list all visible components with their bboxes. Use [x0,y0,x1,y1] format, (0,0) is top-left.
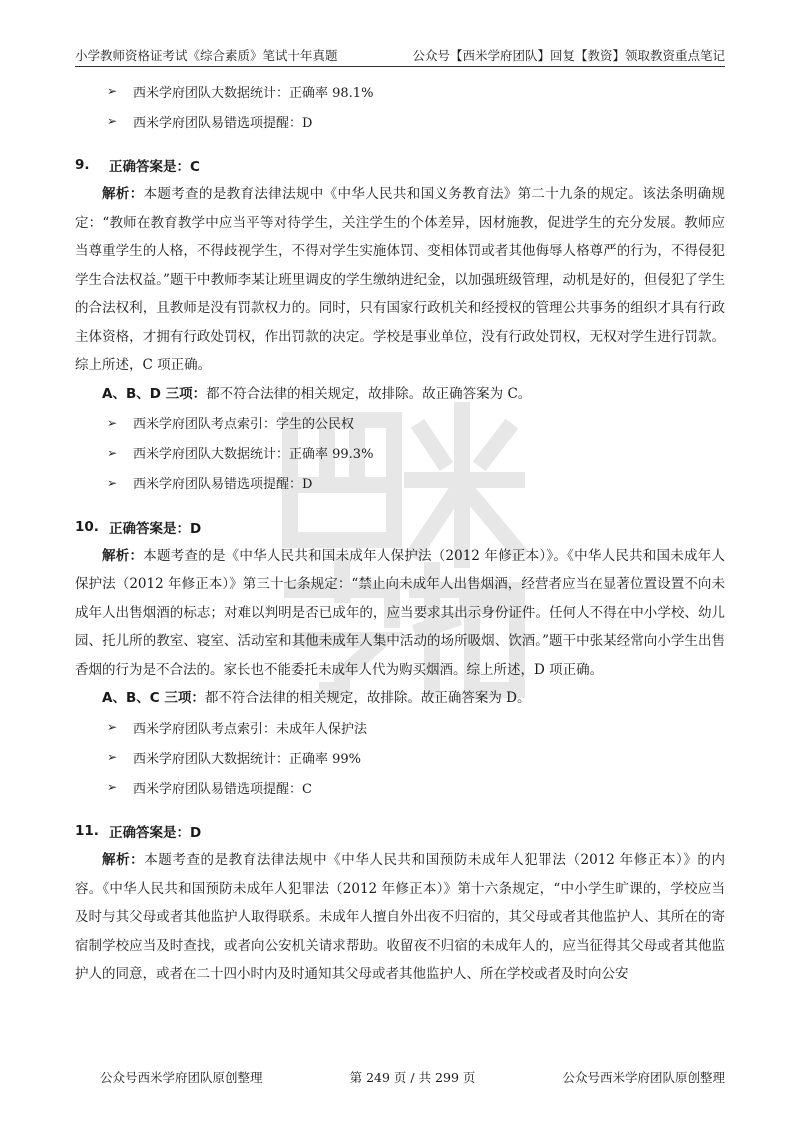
question-number: 11. [75,823,99,839]
arrow-bullet-icon: ➢ [107,780,118,794]
analysis-text: 本题考查的是《中华人民共和国未成年人保护法（2012 年修正本）》。《中华人民共和国未成年人保护法（2012 年修正本）》第三十七条规定：“禁止向未成年人出售烟酒，经营者应当在显著位置设置不向未成年人出售烟酒的标志；对难以判明是否已成年的，应当要求其出示身份证件。任何人不得在中小学校、幼儿园、托儿所的教室、寝室、活动室和其他未成年人集中活动的场所吸烟、饮酒。”题干中张某经常向小学生出售香烟的行为是不合法的。家长也不能委托未成年人代为购买烟酒。综上所述，D 项正确。 [75,547,726,678]
list-item [75,742,725,772]
list-item [75,106,725,136]
other-options-text: 都不符合法律的相关规定，故排除。故正确答案为 C。 [206,385,532,402]
arrow-bullet-icon: ➢ [107,475,118,490]
analysis-paragraph [75,180,725,380]
other-options-label: A、B、C 三项： [102,690,205,706]
question-title [75,150,725,180]
bullet-text: 西米学府团队大数据统计：正确率 99.3% [133,447,374,462]
list-item [75,408,725,438]
arrow-bullet-icon: ➢ [107,415,118,430]
answer-text: 正确答案是：C [109,159,200,175]
analysis-label: 解析： [102,852,145,868]
bullet-text: 西米学府团队易错选项提醒：D [133,477,313,492]
other-options-note [75,380,725,408]
arrow-bullet-icon: ➢ [107,445,118,460]
answer-text: 正确答案是：D [109,825,202,841]
arrow-bullet-icon: ➢ [107,114,118,128]
analysis-paragraph [75,846,725,989]
question-number: 10. [75,518,99,535]
bullet-text: 西米学府团队考点索引：学生的公民权 [133,417,355,432]
footer-right: 公众号西米学府团队原创整理 [562,1070,725,1085]
footer-left: 公众号西米学府团队原创整理 [100,1070,263,1085]
analysis-text: 本题考查的是教育法律法规中《中华人民共和国义务教育法》第二十九条的规定。该法条明确规定：“教师在教育教学中应当平等对待学生，关注学生的个体差异，因材施教，促进学生的充分发展。教师应当尊重学生的人格，不得歧视学生，不得对学生实施体罚、变相体罚或者其他侮辱人格尊严的行为，不得侵犯学生合法权益。”题干中教师李某让班里调皮的学生缴纳进纪金，以加强班级管理，动机是好的，但侵犯了学生的合法权利，且教师是没有罚款权力的。同时，只有国家行政机关和经授权的管理公共事务的组织才具有行政主体资格，才拥有行政处罚权，作出罚款的决定。学校是事业单位，没有行政处罚权，无权对学生进行罚款。综上所述，C 项正确。 [75,186,726,373]
bullet-text: 西米学府团队易错选项提醒：C [133,781,312,797]
analysis-label: 解析： [102,547,144,564]
header-left: 小学教师资格证考试《综合素质》笔试十年真题 [75,48,338,63]
other-options-label: A、B、D 三项： [102,385,207,402]
analysis-paragraph [75,542,725,685]
list-item [75,712,725,742]
arrow-bullet-icon: ➢ [107,84,118,98]
page-content [75,76,725,989]
list-item [75,76,725,106]
list-item [75,772,725,802]
question-title [75,512,725,542]
arrow-bullet-icon: ➢ [107,720,118,734]
question-number: 9. [75,157,90,173]
analysis-text: 本题考查的是教育法律法规中《中华人民共和国预防未成年人犯罪法（2012 年修正本）》的内容。《中华人民共和国预防未成年人犯罪法（2012 年修正本）》第十六条规定，“中小学生旷课的，学校应当及时与其父母或者其他监护人取得联系。未成年人擅自外出夜不归宿的，其父母或者其他监护人、其所在的寄宿制学校应当及时查找，或者向公安机关请求帮助。收留夜不归宿的未成年人的，应当征得其父母或者其他监护人的同意，或者在二十四小时内及时通知其父母或者其他监护人、所在学校或者及时向公安 [75,852,726,982]
bullet-text: 西米学府团队大数据统计：正确率 99% [133,751,362,767]
answer-text: 正确答案是：D [109,520,202,537]
other-options-note [75,684,725,712]
analysis-label: 解析： [102,186,144,202]
bullet-text: 西米学府团队易错选项提醒：D [133,115,313,131]
header-right: 公众号【西米学府团队】回复【教资】领取教资重点笔记 [412,48,725,63]
bullet-text: 西米学府团队大数据统计：正确率 98.1% [133,85,374,101]
page-footer [100,1068,725,1086]
list-item [75,468,725,498]
bullet-text: 西米学府团队考点索引：未成年人保护法 [133,721,368,737]
question-title [75,816,725,846]
list-item [75,438,725,468]
page-number: 第 249 页 / 共 299 页 [349,1070,476,1085]
arrow-bullet-icon: ➢ [107,750,118,764]
page-header [75,40,725,67]
other-options-text: 都不符合法律的相关规定，故排除。故正确答案为 D。 [204,690,531,706]
